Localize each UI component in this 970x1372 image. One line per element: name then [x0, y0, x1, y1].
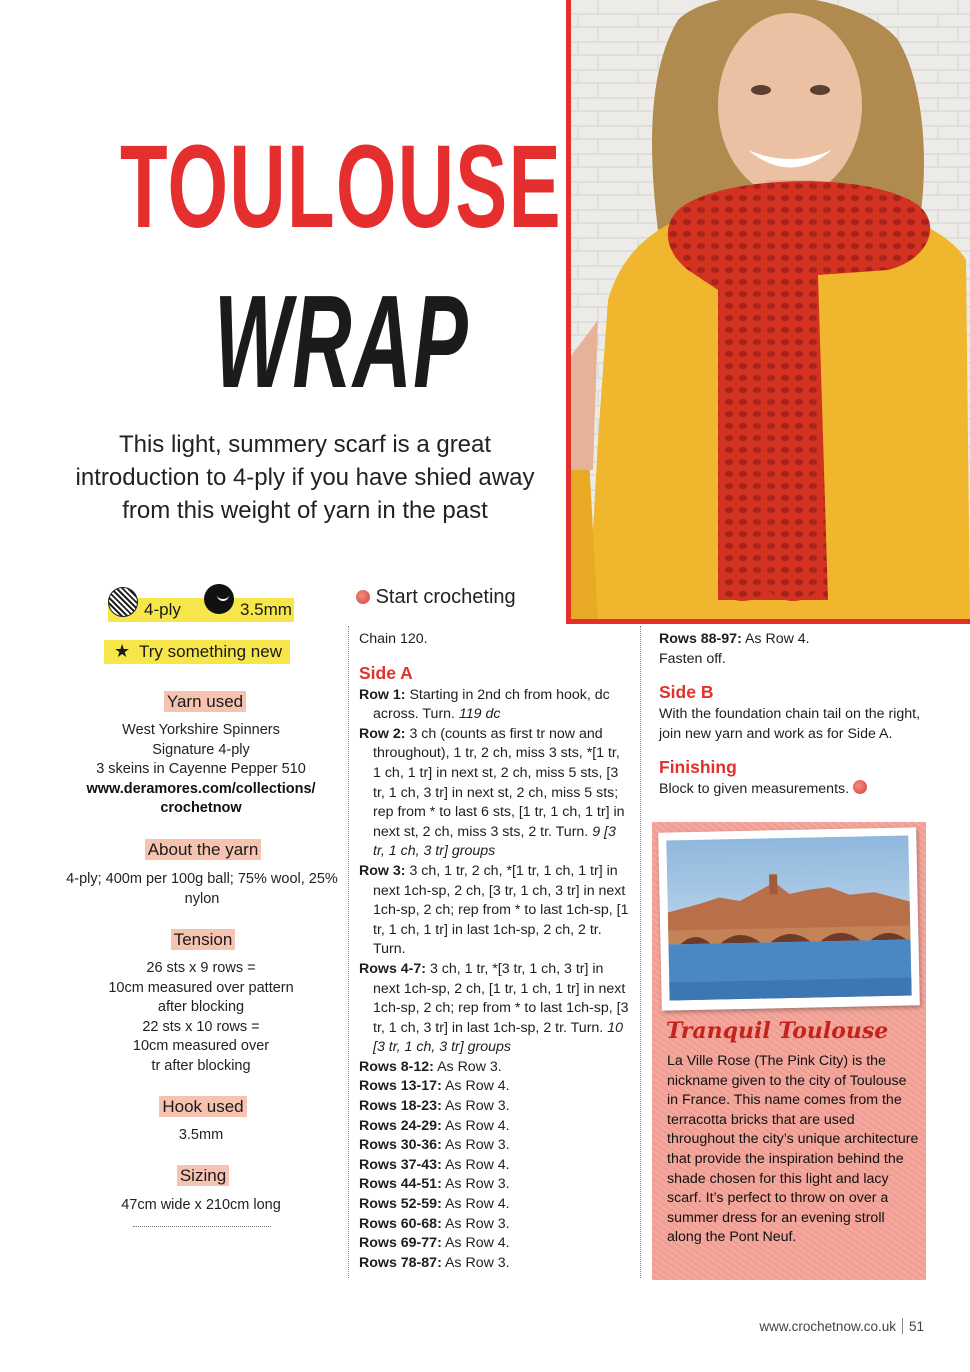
pattern-column-2 [659, 630, 929, 800]
column-divider [640, 626, 641, 1278]
hook-size-tag [214, 598, 294, 622]
section-title-text: Start crocheting [375, 586, 516, 608]
intro-text: This light, summery scarf is a great introduction to 4-ply if you have shied away from this weight of yarn in the past [75, 431, 535, 524]
hook-used-text: 3.5mm [178, 1127, 224, 1143]
tension-heading: Tension [48, 930, 358, 950]
yarn-weight-label: 4-ply [144, 600, 181, 619]
hook-used-heading: Hook used [48, 1097, 358, 1117]
sizing-heading: Sizing [48, 1166, 358, 1186]
about-yarn-heading: About the yarn [48, 840, 358, 860]
dotted-rule [133, 1226, 271, 1227]
difficulty-label: Try something new [139, 642, 282, 661]
rows-short: Rows 30-36: As Row 3. [359, 1137, 510, 1154]
chain-instruction: Chain 120. [359, 631, 428, 647]
pattern-column-1 [359, 630, 631, 1273]
rows-short: Rows 44-51: As Row 3. [359, 1176, 510, 1193]
title-line-1: TOULOUSE [120, 121, 562, 253]
star-icon: ★ [114, 641, 131, 661]
row-2: Row 2: 3 ch (counts as first tr now and throughout), 1 tr, 2 ch, miss 3 sts, *[1 tr, 1 ch, 1 tr] in next st, 2 ch, miss 5 sts, [3 tr, 1 ch, 3 tr] in next st, 2 ch, miss 5 sts; rep from * to last 6 sts, [1 tr, 1 ch, 1 tr] in next st, 2 ch, miss 3 sts, 2 tr. Turn. 9 [3 tr, 1 ch, 3 tr] groups [359, 725, 625, 860]
toulouse-photo [658, 827, 920, 1010]
box-text: La Ville Rose (The Pink City) is the nickname given to the city of Toulouse in France. This name comes from the terracotta bricks that are used throughout the city’s unique architecture that provide the inspiration behind the shade chosen for this light and lacy scarf. It’s perfect to throw on over a summer dress for an evening stroll along the Pont Neuf. [667, 1053, 919, 1246]
yarn-ball-icon [356, 590, 370, 604]
finishing-heading: Finishing [659, 757, 737, 778]
rows-short: Rows 60-68: As Row 3. [359, 1215, 510, 1232]
title-line-2: WRAP [214, 268, 470, 415]
side-b-text: With the foundation chain tail on the right, join new yarn and work as for Side A. [659, 706, 921, 742]
about-yarn-text: 4-ply; 400m per 100g ball; 75% wool, 25% nylon [66, 871, 338, 907]
yarn-ball-icon [853, 780, 867, 794]
rows-short: Rows 69-77: As Row 4. [359, 1235, 510, 1252]
row-3: Row 3: 3 ch, 1 tr, 2 ch, *[1 tr, 1 ch, 1 tr] in next 1ch-sp, 2 ch, [3 tr, 1 ch, 3 tr] in next 1ch-sp, 2 ch; rep from * to last 1ch-sp, [1 tr, 1 ch, 1 tr] in last 1ch-sp, 2 ch, 2 tr. Turn. [359, 862, 629, 958]
page-number: 51 [908, 1319, 924, 1334]
column-divider [348, 626, 349, 1278]
pont-neuf-image [658, 827, 920, 1010]
footer-url[interactable]: www.crochetnow.co.uk [759, 1319, 896, 1334]
rows-4-7: Rows 4-7: 3 ch, 1 tr, *[3 tr, 1 ch, 3 tr] in next 1ch-sp, 2 ch, [1 tr, 1 ch, 1 tr] in next 1ch-sp, 2 ch; rep from * to last 1ch-sp, [3 tr, 1 ch, 3 tr] in last 1ch-sp, 2 tr. Turn. 10 [3 tr, 1 ch, 3 tr] groups [359, 960, 629, 1056]
box-title: Tranquil Toulouse [666, 1018, 889, 1044]
rows-short: Rows 24-29: As Row 4. [359, 1117, 510, 1134]
row-1: Row 1: Starting in 2nd ch from hook, dc across. Turn. 119 dc [359, 686, 610, 723]
rows-short: Rows 13-17: As Row 4. [359, 1078, 510, 1095]
rows-short: Rows 78-87: As Row 3. [359, 1254, 510, 1271]
rows-short: Rows 52-59: As Row 4. [359, 1196, 510, 1213]
yarn-link[interactable]: www.deramores.com/collections/ [86, 780, 316, 797]
rows-88-97: Rows 88-97: As Row 4. [659, 631, 810, 647]
difficulty-tag [104, 640, 290, 664]
section-title [356, 586, 516, 609]
rows-short: Rows 8-12: As Row 3. [359, 1058, 502, 1075]
side-a-heading: Side A [359, 662, 413, 683]
rows-short: Rows 37-43: As Row 4. [359, 1156, 510, 1173]
photo-frame-border [566, 0, 970, 624]
rows-short: Rows 18-23: As Row 3. [359, 1098, 510, 1115]
yarn-ball-icon [108, 587, 138, 617]
footer-divider [902, 1318, 903, 1334]
yarn-link-2[interactable]: crochetnow [160, 800, 242, 817]
hook-size-label: 3.5mm [240, 600, 292, 619]
yarn-used-heading: Yarn used [50, 692, 360, 712]
yarn-used-text: West Yorkshire Spinners Signature 4-ply 3 skeins in Cayenne Pepper 510 www.deramores.com/collections/ crochetnow [86, 722, 316, 817]
finishing-text: Block to given measurements. [659, 780, 929, 800]
page-footer [759, 1318, 924, 1334]
tension-text: 26 sts x 9 rows = 10cm measured over pattern after blocking 22 sts x 10 rows = 10cm measured over tr after blocking [108, 960, 294, 1074]
side-b-heading: Side B [659, 682, 714, 703]
fasten-off: Fasten off. [659, 650, 726, 667]
sizing-text: 47cm wide x 210cm long [121, 1197, 281, 1213]
